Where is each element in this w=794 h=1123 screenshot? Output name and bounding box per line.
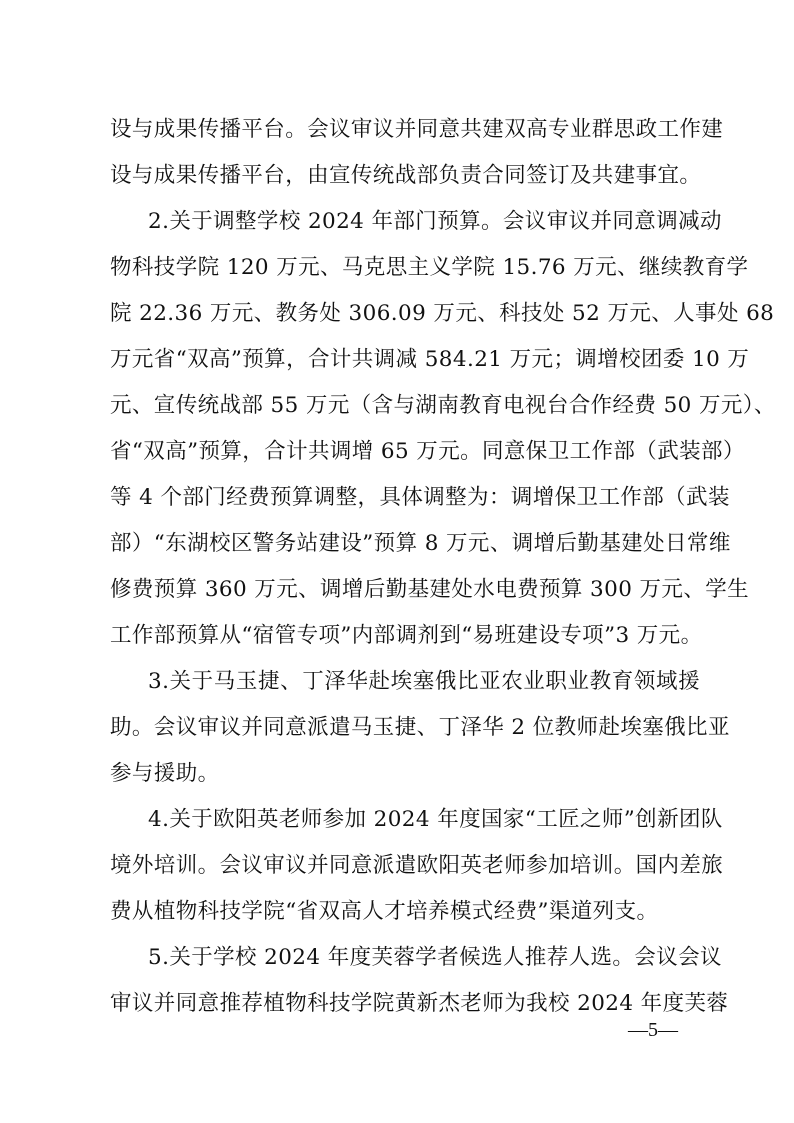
paragraph-line: 等 4 个部门经费预算调整，具体调整为：调增保卫工作部（武装 bbox=[110, 485, 730, 510]
paragraph-line: 物科技学院 120 万元、马克思主义学院 15.76 万元、继续教育学 bbox=[110, 255, 749, 280]
paragraph-line: 省“双高”预算，合计共调增 65 万元。同意保卫工作部（武装部） bbox=[110, 439, 745, 464]
paragraph-line: 工作部预算从“宿管专项”内部调剂到“易班建设专项”3 万元。 bbox=[110, 623, 703, 648]
paragraph-line: 设与成果传播平台。会议审议并同意共建双高专业群思政工作建 bbox=[110, 117, 724, 142]
paragraph-line: 参与援助。 bbox=[110, 761, 220, 786]
paragraph-line: 助。会议审议并同意派遣马玉捷、丁泽华 2 位教师赴埃塞俄比亚 bbox=[110, 715, 730, 740]
paragraph-line: 万元省“双高”预算，合计共调减 584.21 万元；调增校团委 10 万 bbox=[110, 347, 750, 372]
paragraph-line: 修费预算 360 万元、调增后勤基建处水电费预算 300 万元、学生 bbox=[110, 577, 750, 602]
paragraph-line: 元、宣传统战部 55 万元（含与湖南教育电视台合作经费 50 万元）、 bbox=[110, 393, 776, 418]
paragraph-line: 费从植物科技学院“省双高人才培养模式经费”渠道列支。 bbox=[110, 899, 659, 924]
paragraph-line: 部）“东湖校区警务站建设”预算 8 万元、调增后勤基建处日常维 bbox=[110, 531, 731, 556]
paragraph-line: 5.关于学校 2024 年度芙蓉学者候选人推荐人选。会议会议 bbox=[148, 945, 722, 970]
paragraph-line: 设与成果传播平台，由宣传统战部负责合同签订及共建事宜。 bbox=[110, 163, 702, 188]
paragraph-line: 4.关于欧阳英老师参加 2024 年度国家“工匠之师”创新团队 bbox=[148, 807, 723, 832]
page-number: —5— bbox=[628, 1019, 678, 1041]
paragraph-line: 境外培训。会议审议并同意派遣欧阳英老师参加培训。国内差旅 bbox=[110, 853, 724, 878]
paragraph-line: 3.关于马玉捷、丁泽华赴埃塞俄比亚农业职业教育领域援 bbox=[148, 669, 700, 694]
paragraph-line: 院 22.36 万元、教务处 306.09 万元、科技处 52 万元、人事处 68 bbox=[110, 301, 775, 326]
paragraph-line: 2.关于调整学校 2024 年部门预算。会议审议并同意调减动 bbox=[148, 209, 722, 234]
paragraph-line: 审议并同意推荐植物科技学院黄新杰老师为我校 2024 年度芙蓉 bbox=[110, 991, 729, 1016]
